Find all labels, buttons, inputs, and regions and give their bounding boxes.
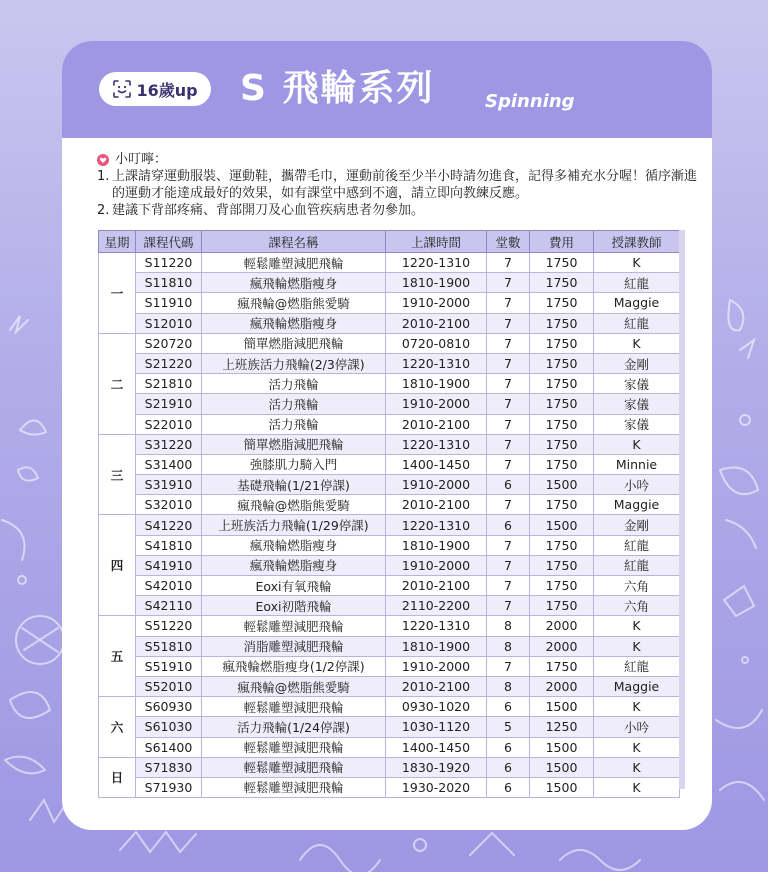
teacher-cell: 紅龍 — [594, 535, 680, 555]
note-text: 建議下背部疼痛、背部開刀及心血管疾病患者勿參加。 — [112, 203, 425, 218]
header-time: 上課時間 — [386, 231, 487, 253]
course-code-cell: S71930 — [136, 777, 202, 797]
session-count-cell: 6 — [487, 757, 530, 777]
table-row — [99, 515, 680, 535]
course-name-cell: 輕鬆雕塑減肥飛輪 — [202, 253, 386, 273]
teacher-cell: 紅龍 — [594, 555, 680, 575]
table-row — [99, 576, 680, 596]
fee-cell: 1750 — [530, 293, 594, 313]
session-count-cell: 7 — [487, 576, 530, 596]
heart-icon — [97, 154, 109, 166]
header-fee: 費用 — [530, 231, 594, 253]
course-code-cell: S31910 — [136, 475, 202, 495]
course-name-cell: 瘋飛輪燃脂瘦身 — [202, 535, 386, 555]
teacher-cell: K — [594, 434, 680, 454]
course-code-cell: S20720 — [136, 333, 202, 353]
fee-cell: 2000 — [530, 636, 594, 656]
note-item — [97, 202, 697, 219]
teacher-cell: Maggie — [594, 495, 680, 515]
table-row — [99, 333, 680, 353]
course-name-cell: 瘋飛輪@燃脂熊愛騎 — [202, 676, 386, 696]
session-count-cell: 7 — [487, 353, 530, 373]
fee-cell: 1750 — [530, 273, 594, 293]
table-row — [99, 434, 680, 454]
session-count-cell: 7 — [487, 454, 530, 474]
teacher-cell: Minnie — [594, 454, 680, 474]
course-code-cell: S31220 — [136, 434, 202, 454]
fee-cell: 1750 — [530, 253, 594, 273]
fee-cell: 1500 — [530, 737, 594, 757]
header-day: 星期 — [99, 231, 136, 253]
fee-cell: 1750 — [530, 353, 594, 373]
teacher-cell: 家儀 — [594, 414, 680, 434]
day-cell: 日 — [99, 757, 136, 797]
day-cell: 一 — [99, 253, 136, 334]
session-count-cell: 7 — [487, 414, 530, 434]
teacher-cell: K — [594, 757, 680, 777]
teacher-cell: Maggie — [594, 676, 680, 696]
fee-cell: 1750 — [530, 555, 594, 575]
course-code-cell: S71830 — [136, 757, 202, 777]
note-item — [97, 168, 697, 202]
course-name-cell: 基礎飛輪(1/21停課) — [202, 475, 386, 495]
table-row — [99, 777, 680, 797]
fee-cell: 1750 — [530, 394, 594, 414]
teacher-cell: 小吟 — [594, 717, 680, 737]
notes-section — [97, 151, 697, 219]
class-time-cell: 1400-1450 — [386, 737, 487, 757]
fee-cell: 1750 — [530, 656, 594, 676]
header-name: 課程名稱 — [202, 231, 386, 253]
class-time-cell: 1810-1900 — [386, 273, 487, 293]
teacher-cell: 六角 — [594, 576, 680, 596]
fee-cell: 1500 — [530, 777, 594, 797]
table-row — [99, 636, 680, 656]
course-code-cell: S51220 — [136, 616, 202, 636]
table-row — [99, 697, 680, 717]
course-code-cell: S51910 — [136, 656, 202, 676]
session-count-cell: 7 — [487, 434, 530, 454]
face-icon — [112, 79, 132, 99]
course-name-cell: 輕鬆雕塑減肥飛輪 — [202, 697, 386, 717]
age-badge — [99, 72, 211, 106]
class-time-cell: 1220-1310 — [386, 353, 487, 373]
course-code-cell: S31400 — [136, 454, 202, 474]
course-code-cell: S52010 — [136, 676, 202, 696]
card-header — [62, 41, 712, 138]
table-row — [99, 717, 680, 737]
session-count-cell: 7 — [487, 333, 530, 353]
session-count-cell: 6 — [487, 697, 530, 717]
teacher-cell: 小吟 — [594, 475, 680, 495]
class-time-cell: 1220-1310 — [386, 434, 487, 454]
age-badge-label: 16歲up — [136, 80, 198, 100]
schedule-card — [62, 41, 712, 830]
day-cell: 二 — [99, 333, 136, 434]
course-name-cell: 簡單燃脂減肥飛輪 — [202, 434, 386, 454]
session-count-cell: 6 — [487, 515, 530, 535]
class-time-cell: 2010-2100 — [386, 495, 487, 515]
class-time-cell: 1220-1310 — [386, 515, 487, 535]
course-name-cell: 瘋飛輪燃脂瘦身 — [202, 313, 386, 333]
class-time-cell: 0930-1020 — [386, 697, 487, 717]
session-count-cell: 5 — [487, 717, 530, 737]
fee-cell: 1250 — [530, 717, 594, 737]
session-count-cell: 7 — [487, 253, 530, 273]
course-name-cell: 上班族活力飛輪(2/3停課) — [202, 353, 386, 373]
course-code-cell: S61400 — [136, 737, 202, 757]
teacher-cell: K — [594, 777, 680, 797]
teacher-cell: 家儀 — [594, 394, 680, 414]
day-cell: 三 — [99, 434, 136, 515]
course-code-cell: S12010 — [136, 313, 202, 333]
fee-cell: 1500 — [530, 757, 594, 777]
table-row — [99, 757, 680, 777]
course-code-cell: S51810 — [136, 636, 202, 656]
session-count-cell: 7 — [487, 273, 530, 293]
page-subtitle: Spinning — [485, 91, 575, 112]
teacher-cell: 紅龍 — [594, 273, 680, 293]
session-count-cell: 6 — [487, 777, 530, 797]
fee-cell: 2000 — [530, 676, 594, 696]
class-time-cell: 1910-2000 — [386, 293, 487, 313]
course-name-cell: 活力飛輪(1/24停課) — [202, 717, 386, 737]
note-number: 1. — [97, 169, 110, 184]
session-count-cell: 8 — [487, 636, 530, 656]
note-number: 2. — [97, 203, 110, 218]
course-name-cell: 瘋飛輪燃脂瘦身(1/2停課) — [202, 656, 386, 676]
table-row — [99, 555, 680, 575]
table-row — [99, 374, 680, 394]
course-code-cell: S42110 — [136, 596, 202, 616]
note-text: 上課請穿運動服裝、運動鞋，攜帶毛巾，運動前後至少半小時請勿進食，記得多補充水分喔！循序漸進的運動才能達成最好的效果，如有課堂中感到不適，請立即向教練反應。 — [112, 169, 698, 201]
notes-heading — [97, 151, 697, 168]
course-name-cell: 瘋飛輪燃脂瘦身 — [202, 555, 386, 575]
class-time-cell: 1030-1120 — [386, 717, 487, 737]
table-row — [99, 737, 680, 757]
session-count-cell: 7 — [487, 596, 530, 616]
course-code-cell: S11220 — [136, 253, 202, 273]
table-row — [99, 293, 680, 313]
class-time-cell: 1220-1310 — [386, 253, 487, 273]
fee-cell: 1750 — [530, 535, 594, 555]
course-name-cell: Eoxi初階飛輪 — [202, 596, 386, 616]
teacher-cell: K — [594, 333, 680, 353]
schedule-table — [98, 230, 680, 798]
fee-cell: 1750 — [530, 414, 594, 434]
table-row — [99, 616, 680, 636]
fee-cell: 1750 — [530, 374, 594, 394]
session-count-cell: 8 — [487, 676, 530, 696]
session-count-cell: 7 — [487, 313, 530, 333]
course-name-cell: Eoxi有氧飛輪 — [202, 576, 386, 596]
table-row — [99, 535, 680, 555]
table-row — [99, 495, 680, 515]
course-code-cell: S41810 — [136, 535, 202, 555]
fee-cell: 1750 — [530, 313, 594, 333]
table-row — [99, 676, 680, 696]
session-count-cell: 6 — [487, 737, 530, 757]
course-name-cell: 輕鬆雕塑減肥飛輪 — [202, 777, 386, 797]
table-row — [99, 394, 680, 414]
class-time-cell: 1400-1450 — [386, 454, 487, 474]
fee-cell: 1750 — [530, 495, 594, 515]
fee-cell: 1500 — [530, 475, 594, 495]
fee-cell: 2000 — [530, 616, 594, 636]
course-name-cell: 活力飛輪 — [202, 394, 386, 414]
class-time-cell: 1810-1900 — [386, 535, 487, 555]
course-name-cell: 強膝肌力騎入門 — [202, 454, 386, 474]
class-time-cell: 1830-1920 — [386, 757, 487, 777]
class-time-cell: 0720-0810 — [386, 333, 487, 353]
course-name-cell: 活力飛輪 — [202, 414, 386, 434]
table-row — [99, 454, 680, 474]
course-name-cell: 輕鬆雕塑減肥飛輪 — [202, 737, 386, 757]
table-header-row — [99, 231, 680, 253]
session-count-cell: 7 — [487, 656, 530, 676]
course-name-cell: 上班族活力飛輪(1/29停課) — [202, 515, 386, 535]
course-code-cell: S21220 — [136, 353, 202, 373]
teacher-cell: 紅龍 — [594, 313, 680, 333]
class-time-cell: 2010-2100 — [386, 576, 487, 596]
fee-cell: 1750 — [530, 333, 594, 353]
course-code-cell: S21810 — [136, 374, 202, 394]
session-count-cell: 6 — [487, 475, 530, 495]
course-code-cell: S21910 — [136, 394, 202, 414]
class-time-cell: 1910-2000 — [386, 394, 487, 414]
course-code-cell: S32010 — [136, 495, 202, 515]
course-name-cell: 輕鬆雕塑減肥飛輪 — [202, 616, 386, 636]
class-time-cell: 1910-2000 — [386, 656, 487, 676]
table-row — [99, 414, 680, 434]
table-row — [99, 475, 680, 495]
class-time-cell: 1810-1900 — [386, 636, 487, 656]
class-time-cell: 2010-2100 — [386, 676, 487, 696]
table-row — [99, 313, 680, 333]
class-time-cell: 1910-2000 — [386, 475, 487, 495]
fee-cell: 1750 — [530, 576, 594, 596]
teacher-cell: K — [594, 697, 680, 717]
course-code-cell: S60930 — [136, 697, 202, 717]
notes-heading-text: 小叮嚀： — [115, 152, 168, 167]
course-name-cell: 輕鬆雕塑減肥飛輪 — [202, 757, 386, 777]
table-edge — [679, 230, 685, 789]
teacher-cell: K — [594, 737, 680, 757]
class-time-cell: 1810-1900 — [386, 374, 487, 394]
course-code-cell: S11810 — [136, 273, 202, 293]
course-code-cell: S61030 — [136, 717, 202, 737]
course-code-cell: S42010 — [136, 576, 202, 596]
table-row — [99, 253, 680, 273]
course-name-cell: 瘋飛輪@燃脂熊愛騎 — [202, 495, 386, 515]
table-body — [99, 253, 680, 798]
class-time-cell: 1930-2020 — [386, 777, 487, 797]
day-cell: 五 — [99, 616, 136, 697]
class-time-cell: 1910-2000 — [386, 555, 487, 575]
class-time-cell: 2010-2100 — [386, 414, 487, 434]
course-code-cell: S22010 — [136, 414, 202, 434]
course-name-cell: 瘋飛輪@燃脂熊愛騎 — [202, 293, 386, 313]
teacher-cell: K — [594, 253, 680, 273]
teacher-cell: 紅龍 — [594, 656, 680, 676]
class-time-cell: 2010-2100 — [386, 313, 487, 333]
class-time-cell: 2110-2200 — [386, 596, 487, 616]
teacher-cell: 家儀 — [594, 374, 680, 394]
teacher-cell: 金剛 — [594, 353, 680, 373]
teacher-cell: K — [594, 636, 680, 656]
table-row — [99, 596, 680, 616]
table-row — [99, 353, 680, 373]
teacher-cell: 金剛 — [594, 515, 680, 535]
course-code-cell: S41220 — [136, 515, 202, 535]
fee-cell: 1750 — [530, 434, 594, 454]
course-name-cell: 活力飛輪 — [202, 374, 386, 394]
page-title: S 飛輪系列 — [240, 68, 435, 109]
header-code: 課程代碼 — [136, 231, 202, 253]
day-cell: 六 — [99, 697, 136, 758]
teacher-cell: K — [594, 616, 680, 636]
session-count-cell: 7 — [487, 374, 530, 394]
session-count-cell: 7 — [487, 535, 530, 555]
fee-cell: 1500 — [530, 515, 594, 535]
fee-cell: 1500 — [530, 697, 594, 717]
fee-cell: 1750 — [530, 454, 594, 474]
header-sessions: 堂數 — [487, 231, 530, 253]
day-cell: 四 — [99, 515, 136, 616]
table-row — [99, 273, 680, 293]
header-teacher: 授課教師 — [594, 231, 680, 253]
session-count-cell: 7 — [487, 394, 530, 414]
table-row — [99, 656, 680, 676]
session-count-cell: 8 — [487, 616, 530, 636]
teacher-cell: 六角 — [594, 596, 680, 616]
class-time-cell: 1220-1310 — [386, 616, 487, 636]
course-name-cell: 瘋飛輪燃脂瘦身 — [202, 273, 386, 293]
course-code-cell: S11910 — [136, 293, 202, 313]
session-count-cell: 7 — [487, 293, 530, 313]
course-name-cell: 簡單燃脂減肥飛輪 — [202, 333, 386, 353]
session-count-cell: 7 — [487, 555, 530, 575]
teacher-cell: Maggie — [594, 293, 680, 313]
session-count-cell: 7 — [487, 495, 530, 515]
fee-cell: 1750 — [530, 596, 594, 616]
course-code-cell: S41910 — [136, 555, 202, 575]
course-name-cell: 消脂雕塑減肥飛輪 — [202, 636, 386, 656]
